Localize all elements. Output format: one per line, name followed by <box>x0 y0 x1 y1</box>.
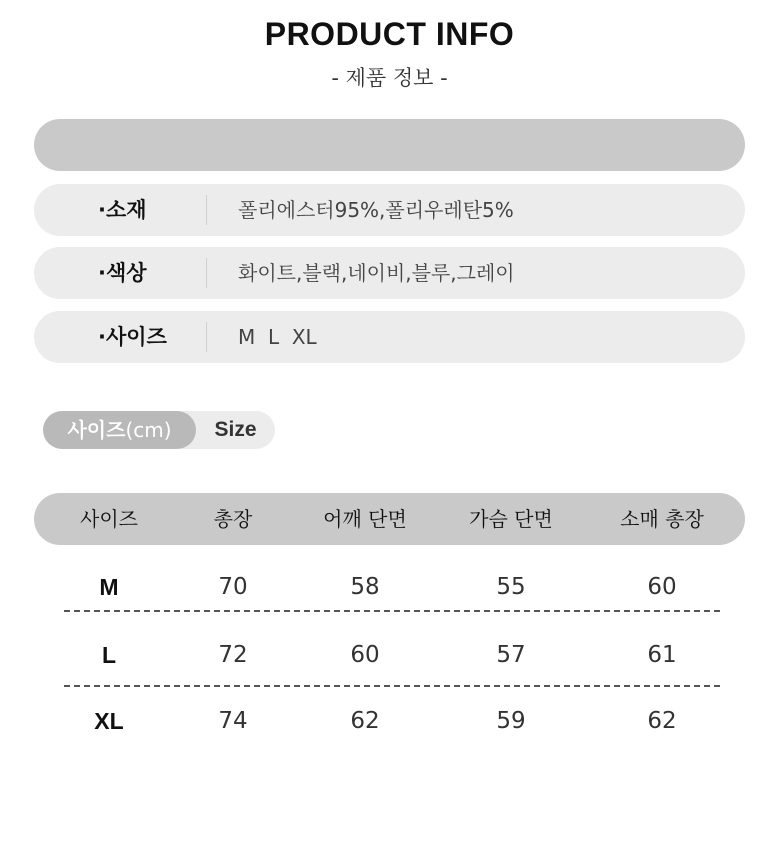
info-value: 폴리에스터95%,폴리우레탄5% <box>238 198 514 222</box>
column-header-sleeve: 소매 총장 <box>620 507 704 531</box>
tab-size-cm[interactable] <box>43 411 196 449</box>
row-divider <box>64 610 720 612</box>
info-divider <box>206 258 207 288</box>
table-row <box>0 635 779 675</box>
info-label: ·사이즈 <box>98 325 167 349</box>
row-divider <box>64 685 720 687</box>
table-row <box>0 701 779 741</box>
table-cell: XL <box>94 708 124 734</box>
table-cell: 60 <box>350 642 380 668</box>
tab-size[interactable]: Size <box>214 418 257 441</box>
table-cell: M <box>99 574 119 600</box>
table-cell: 62 <box>350 708 380 734</box>
column-header-size: 사이즈 <box>80 507 138 531</box>
info-label: ·소재 <box>98 198 147 222</box>
size-unit-tabs <box>43 411 275 449</box>
table-cell: L <box>101 642 117 668</box>
info-row-color <box>34 247 745 299</box>
column-header-chest: 가슴 단면 <box>469 507 553 531</box>
table-cell: 70 <box>218 574 248 600</box>
info-divider <box>206 322 207 352</box>
size-table-header <box>34 493 745 545</box>
tab-size-cm-label: 사이즈 <box>67 418 126 442</box>
column-header-shoulder: 어깨 단면 <box>323 507 407 531</box>
column-header-total-length: 총장 <box>213 507 253 531</box>
table-cell: 59 <box>496 708 526 734</box>
info-row-material <box>34 184 745 236</box>
tab-size-cm-unit: (cm) <box>125 418 172 442</box>
info-divider <box>206 195 207 225</box>
page-title: PRODUCT INFO <box>264 16 515 52</box>
table-row <box>0 567 779 607</box>
table-cell: 74 <box>218 708 248 734</box>
info-value: M L XL <box>238 325 317 349</box>
image-banner-placeholder <box>34 119 745 171</box>
info-value: 화이트,블랙,네이비,블루,그레이 <box>238 261 515 285</box>
table-cell: 61 <box>647 642 677 668</box>
table-cell: 72 <box>218 642 248 668</box>
table-cell: 62 <box>647 708 677 734</box>
table-cell: 57 <box>496 642 526 668</box>
info-row-size <box>34 311 745 363</box>
table-cell: 58 <box>350 574 380 600</box>
page-subtitle: - 제품 정보 - <box>331 66 448 90</box>
table-cell: 55 <box>496 574 526 600</box>
info-label: ·색상 <box>98 261 147 285</box>
table-cell: 60 <box>647 574 677 600</box>
